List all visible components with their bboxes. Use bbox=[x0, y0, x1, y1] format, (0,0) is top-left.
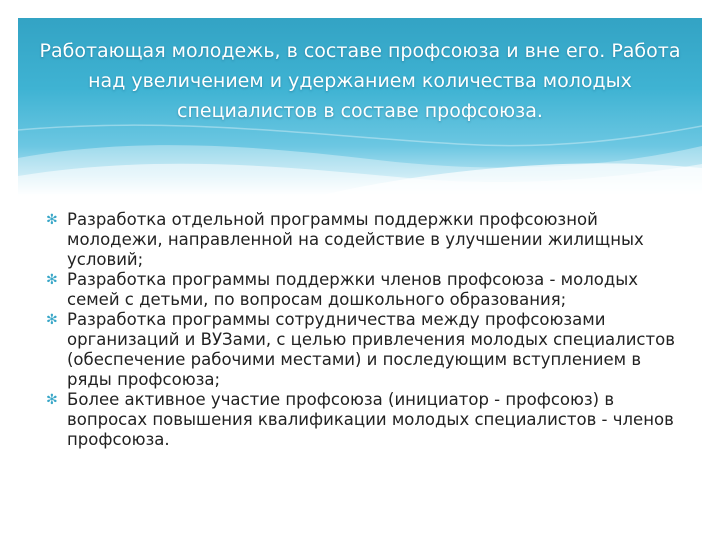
bullet-list bbox=[46, 210, 676, 450]
list-item-text: Разработка программы поддержки членов профсоюза - молодых семей с детьми, по вопросам дошкольного образования; bbox=[67, 270, 639, 309]
list-item-text: Более активное участие профсоюза (инициатор - профсоюз) в вопросах повышения квалификации молодых специалистов - членов профсоюза. bbox=[67, 390, 674, 449]
list-item bbox=[46, 390, 676, 450]
list-item-text: Разработка отдельной программы поддержки профсоюзной молодежи, направленной на содействие в улучшении жилищных условий; bbox=[67, 210, 644, 269]
asterisk-icon: ✻ bbox=[46, 272, 58, 288]
list-item bbox=[46, 210, 676, 270]
asterisk-icon: ✻ bbox=[46, 312, 58, 328]
slide-title: Работающая молодежь, в составе профсоюза и вне его. Работа над увеличением и удержанием количества молодых специалистов в составе профсоюза. bbox=[39, 40, 681, 122]
list-item bbox=[46, 270, 676, 310]
title-banner bbox=[18, 18, 702, 196]
asterisk-icon: ✻ bbox=[46, 212, 58, 228]
asterisk-icon: ✻ bbox=[46, 392, 58, 408]
list-item-text: Разработка программы сотрудничества между профсоюзами организаций и ВУЗами, с целью привлечения молодых специалистов (обеспечение рабочими местами) и последующим вступлением в ряды профсоюза; bbox=[67, 310, 675, 389]
list-item bbox=[46, 310, 676, 390]
